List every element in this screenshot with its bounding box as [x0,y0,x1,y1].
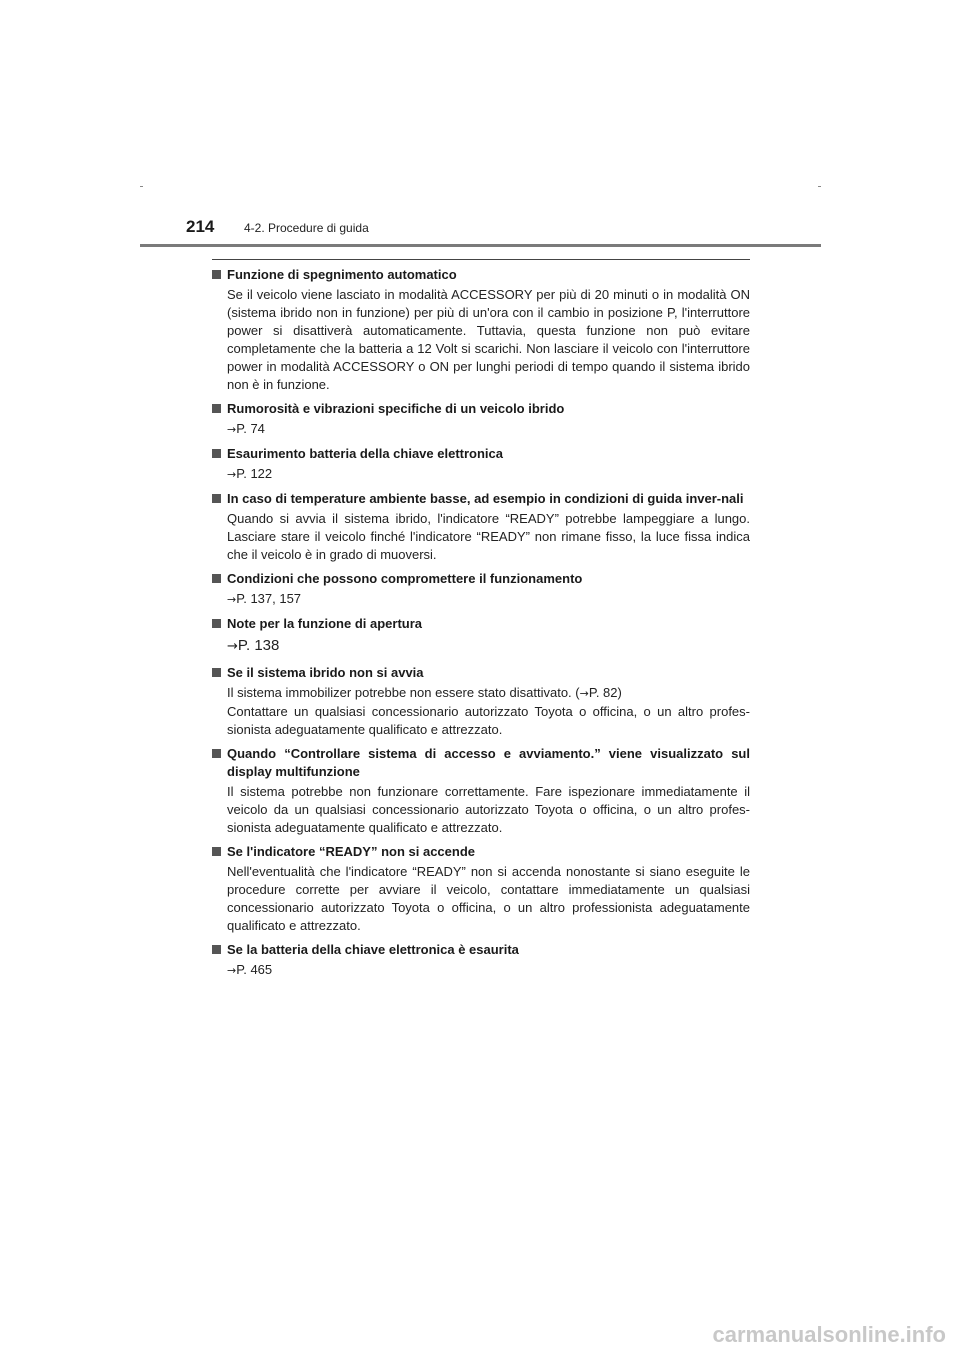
section-conditions [212,570,750,609]
square-bullet-icon [212,668,221,677]
section-title: 4-2. Procedure di guida [244,221,369,235]
square-bullet-icon [212,847,221,856]
section-body: Il sistema immobilizer potrebbe non essere stato disattivato. (→P. 82) Contattare un qualsiasi concessionario autorizzato Toyota o officina, o un altro profes-sionista adeguatamente qualificato e attrezzato. [227,685,750,737]
page-reference[interactable]: →P. 74 [227,421,265,436]
section-hybrid-not-starting [212,664,750,739]
section-heading: Quando “Controllare sistema di accesso e avviamento.” viene visualizzato sul display multifunzione [212,745,750,781]
page-reference[interactable]: →P. 137, 157 [227,591,302,606]
section-heading: Funzione di spegnimento automatico [212,266,750,284]
arrow-right-icon: → [227,639,238,654]
square-bullet-icon [212,574,221,583]
section-body: Quando si avvia il sistema ibrido, l'indicatore “READY” potrebbe lampeggiare a lungo. Lasciare stare il veicolo finché l'indicatore “READY” non rimane fisso, la luce fissa indica che il veicolo è in grado di muoversi. [227,511,750,562]
section-heading: Rumorosità e vibrazioni specifiche di un veicolo ibrido [212,400,750,418]
page-reference[interactable]: P. 82) [588,685,622,700]
section-heading: Condizioni che possono compromettere il funzionamento [212,570,750,588]
square-bullet-icon [212,749,221,758]
section-unlock-notes [212,615,750,658]
section-key-battery-depleted [212,941,750,980]
page-header [140,216,820,246]
section-heading: Se il sistema ibrido non si avvia [212,664,750,682]
crop-mark-left [140,186,143,187]
arrow-right-icon: → [227,964,237,977]
square-bullet-icon [212,945,221,954]
section-body: Se il veicolo viene lasciato in modalità ACCESSORY per più di 20 minuti o in modalità ON (sistema ibrido non in funzione) per più di un'ora con il cambio in posizione P, l'interruttore power si disattiverà automaticamente. Tuttavia, questa funzione non può evitare completamente che la batteria a 12 Volt si scarichi. Non lasciare il veicolo con l'interruttore power in modalità ACCESSORY o ON per lunghi periodi di tempo quando il sistema ibrido non è in funzione. [227,287,750,392]
square-bullet-icon [212,449,221,458]
page-content [212,266,750,986]
arrow-right-icon: → [227,423,237,436]
section-heading: Note per la funzione di apertura [212,615,750,633]
section-heading: Se l'indicatore “READY” non si accende [212,843,750,861]
page-reference[interactable]: →P. 465 [227,962,273,977]
square-bullet-icon [212,270,221,279]
section-heading: In caso di temperature ambiente basse, ad esempio in condizioni di guida inver-nali [212,490,750,508]
watermark: carmanualsonline.info [712,1322,946,1347]
arrow-right-icon: → [227,593,237,606]
section-body: Il sistema potrebbe non funzionare correttamente. Fare ispezionare immediatamente il veicolo da un qualsiasi concessionario autorizzato Toyota o officina, o un altro profes-sionista adeguatamente qualificato e attrezzato. [227,784,750,835]
header-divider [140,244,821,247]
page-number: 214 [186,217,215,236]
section-auto-shutoff [212,266,750,394]
section-body: Nell'eventualità che l'indicatore “READY” non si accenda nonostante si siano eseguite le procedure corrette per avviare il veicolo, contattare immediatamente un qualsiasi concessionario autorizzato Toyota o officina, o un altro professionista adeguatamente qualificato e attrezzato. [227,864,750,933]
square-bullet-icon [212,404,221,413]
square-bullet-icon [212,619,221,628]
arrow-right-icon: → [227,468,237,481]
section-low-temperature [212,490,750,564]
page-reference[interactable]: →P. 122 [227,466,273,481]
section-hybrid-noise [212,400,750,439]
section-heading: Esaurimento batteria della chiave elettronica [212,445,750,463]
arrow-right-icon: → [579,687,589,700]
crop-mark-right [818,186,821,187]
square-bullet-icon [212,494,221,503]
content-divider [212,259,750,260]
section-check-access-system [212,745,750,837]
section-ready-indicator [212,843,750,935]
page-reference[interactable]: →P. 138 [227,637,280,654]
section-key-battery [212,445,750,484]
section-heading: Se la batteria della chiave elettronica è esaurita [212,941,750,959]
